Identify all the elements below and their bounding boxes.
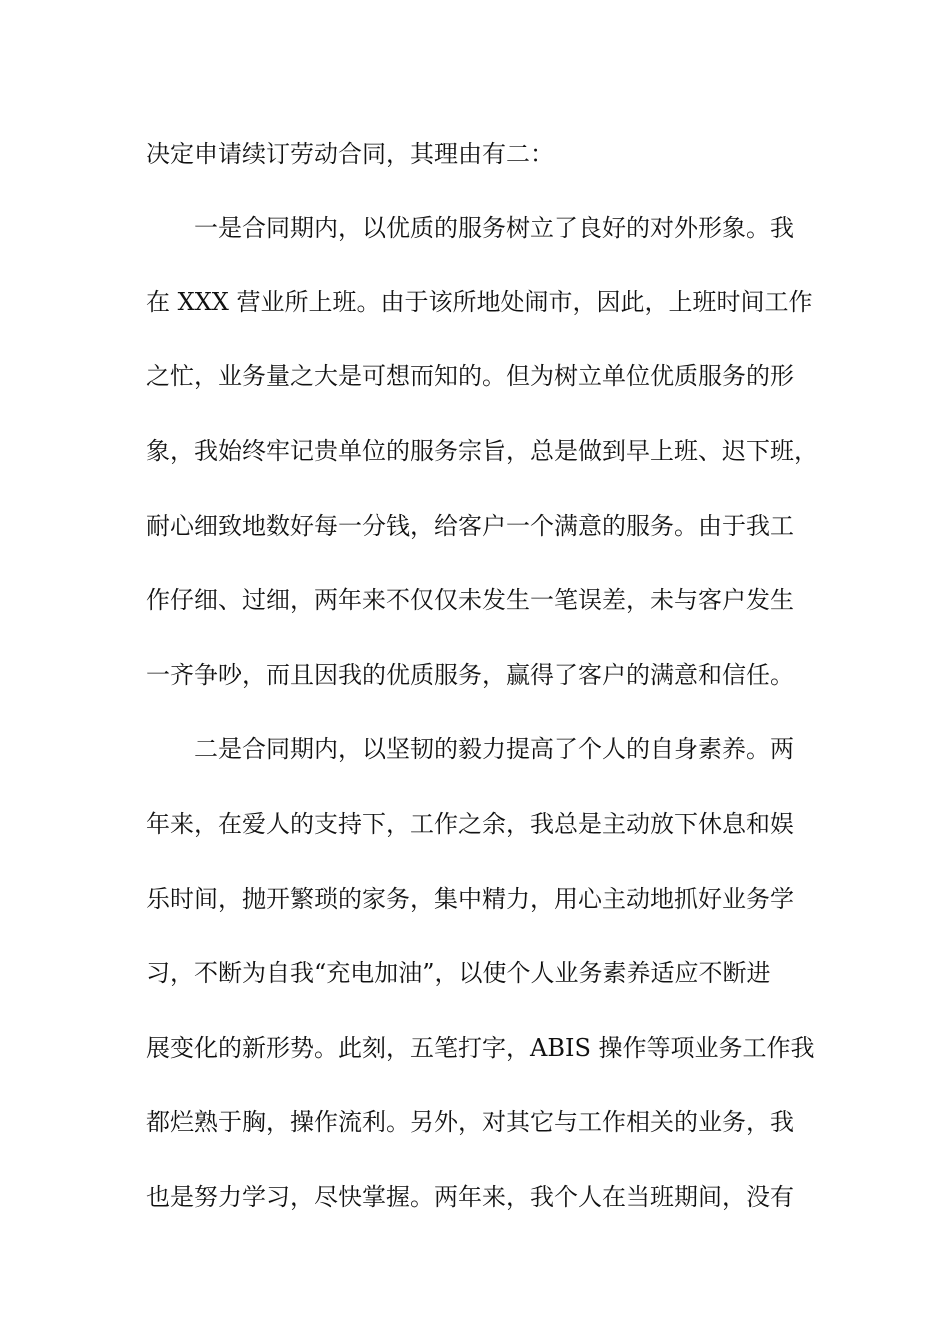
text-line: 都烂熟于胸，操作流利。另外，对其它与工作相关的业务，我 — [146, 1108, 794, 1136]
text-line: 年来，在爱人的支持下，工作之余，我总是主动放下休息和娱 — [146, 810, 794, 838]
text-line: 作仔细、过细，两年来不仅仅未发生一笔误差，未与客户发生 — [146, 586, 794, 614]
text-line: 一齐争吵，而且因我的优质服务，赢得了客户的满意和信任。 — [146, 661, 794, 689]
text-line: 也是努力学习，尽快掌握。两年来，我个人在当班期间，没有 — [146, 1183, 794, 1211]
text-line: 决定申请续订劳动合同，其理由有二： — [146, 140, 554, 168]
text-line: 之忙，业务量之大是可想而知的。但为树立单位优质服务的形 — [146, 362, 794, 390]
text-line: 象，我始终牢记贵单位的服务宗旨，总是做到早上班、迟下班， — [146, 437, 818, 465]
text-line: 展变化的新形势。此刻，五笔打字，ABIS 操作等项业务工作我 — [146, 1034, 815, 1062]
text-line: 一是合同期内，以优质的服务树立了良好的对外形象。我 — [194, 214, 794, 242]
text-line: 习，不断为自我“充电加油”，以使个人业务素养适应不断进 — [146, 959, 771, 987]
text-line: 二是合同期内，以坚韧的毅力提高了个人的自身素养。两 — [194, 735, 794, 763]
text-line: 乐时间，抛开繁琐的家务，集中精力，用心主动地抓好业务学 — [146, 885, 794, 913]
text-line: 耐心细致地数好每一分钱，给客户一个满意的服务。由于我工 — [146, 512, 794, 540]
text-line: 在 XXX 营业所上班。由于该所地处闹市，因此，上班时间工作 — [146, 288, 813, 316]
